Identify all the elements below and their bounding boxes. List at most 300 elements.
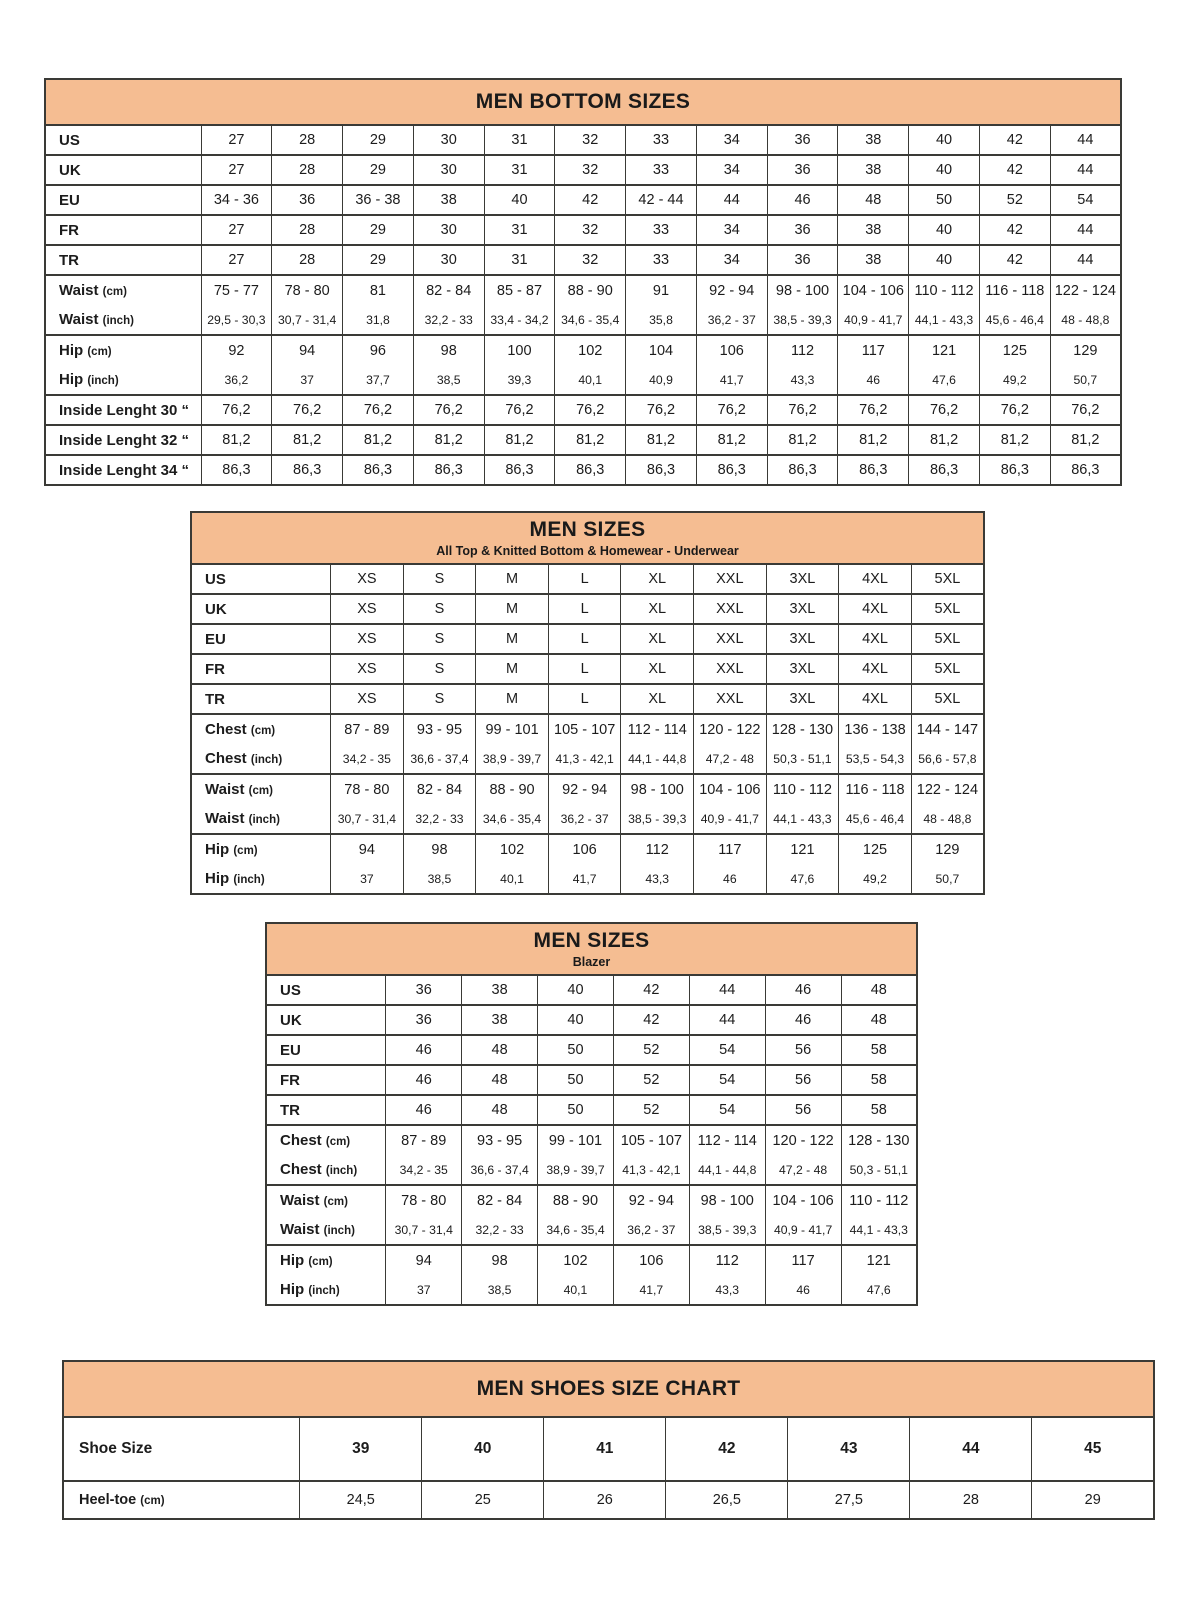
table-row bbox=[266, 1275, 917, 1305]
value-cell: 41,3 - 42,1 bbox=[613, 1155, 689, 1185]
value-cell: 40 bbox=[909, 245, 980, 275]
value-cell: 52 bbox=[613, 1095, 689, 1125]
value-cell: 3XL bbox=[766, 594, 839, 624]
value-cell: XXL bbox=[694, 624, 767, 654]
value-cell: 104 - 106 bbox=[838, 275, 909, 305]
value-cell: 41,7 bbox=[613, 1275, 689, 1305]
value-cell: 110 - 112 bbox=[766, 774, 839, 804]
value-cell: XS bbox=[331, 624, 404, 654]
value-cell: 35,8 bbox=[626, 305, 697, 335]
value-cell: 48 bbox=[462, 1095, 538, 1125]
row-label-unit: (cm) bbox=[102, 286, 127, 298]
value-cell: 38 bbox=[462, 975, 538, 1005]
row-label-unit: (inch) bbox=[102, 315, 134, 327]
value-cell: 53,5 - 54,3 bbox=[839, 744, 912, 774]
value-cell: 5XL bbox=[911, 564, 984, 594]
value-cell: 41,7 bbox=[696, 365, 767, 395]
value-cell: 45 bbox=[1032, 1417, 1154, 1481]
value-cell: S bbox=[403, 594, 476, 624]
row-label-text: Hip bbox=[280, 1281, 305, 1298]
value-cell: 81,2 bbox=[484, 425, 555, 455]
value-cell: L bbox=[548, 684, 621, 714]
value-cell: 54 bbox=[689, 1095, 765, 1125]
value-cell: 36,2 - 37 bbox=[696, 305, 767, 335]
table-row bbox=[45, 275, 1121, 305]
value-cell: 44 bbox=[910, 1417, 1032, 1481]
row-label bbox=[191, 804, 331, 834]
value-cell: XXL bbox=[694, 564, 767, 594]
row-label bbox=[191, 864, 331, 894]
row-label-text: Chest bbox=[205, 721, 247, 738]
value-cell: 28 bbox=[272, 125, 343, 155]
value-cell: 40 bbox=[484, 185, 555, 215]
table-row bbox=[191, 564, 984, 594]
value-cell: 46 bbox=[767, 185, 838, 215]
value-cell: 47,6 bbox=[841, 1275, 917, 1305]
value-cell: 125 bbox=[839, 834, 912, 864]
value-cell: 27 bbox=[201, 125, 272, 155]
value-cell: 47,6 bbox=[909, 365, 980, 395]
value-cell: 46 bbox=[386, 1035, 462, 1065]
table-row bbox=[45, 215, 1121, 245]
row-label bbox=[63, 1481, 300, 1519]
table-header bbox=[266, 923, 917, 975]
value-cell: 81,2 bbox=[626, 425, 697, 455]
value-cell: 104 - 106 bbox=[694, 774, 767, 804]
value-cell: 36 bbox=[386, 1005, 462, 1035]
value-cell: 36 bbox=[767, 245, 838, 275]
value-cell: 86,3 bbox=[555, 455, 626, 485]
row-label-text: Hip bbox=[205, 841, 230, 858]
value-cell: 42 bbox=[979, 155, 1050, 185]
value-cell: 34,6 - 35,4 bbox=[555, 305, 626, 335]
table-row bbox=[63, 1417, 1154, 1481]
value-cell: 128 - 130 bbox=[841, 1125, 917, 1155]
value-cell: 40,1 bbox=[538, 1275, 614, 1305]
value-cell: 81,2 bbox=[413, 425, 484, 455]
value-cell: 36,2 - 37 bbox=[613, 1215, 689, 1245]
value-cell: 37 bbox=[331, 864, 404, 894]
value-cell: 29 bbox=[343, 245, 414, 275]
value-cell: 38 bbox=[462, 1005, 538, 1035]
table-row bbox=[266, 1095, 917, 1125]
value-cell: 128 - 130 bbox=[766, 714, 839, 744]
row-label bbox=[266, 1275, 386, 1305]
value-cell: 49,2 bbox=[839, 864, 912, 894]
value-cell: 38,5 - 39,3 bbox=[621, 804, 694, 834]
value-cell: 56 bbox=[765, 1095, 841, 1125]
value-cell: M bbox=[476, 624, 549, 654]
row-label bbox=[191, 624, 331, 654]
table-row bbox=[266, 975, 917, 1005]
value-cell: 121 bbox=[841, 1245, 917, 1275]
value-cell: 38,9 - 39,7 bbox=[476, 744, 549, 774]
table-row bbox=[45, 245, 1121, 275]
value-cell: 112 - 114 bbox=[689, 1125, 765, 1155]
value-cell: 32,2 - 33 bbox=[413, 305, 484, 335]
table-row bbox=[63, 1481, 1154, 1519]
value-cell: 105 - 107 bbox=[613, 1125, 689, 1155]
row-label-unit: (cm) bbox=[323, 1196, 348, 1208]
value-cell: 75 - 77 bbox=[201, 275, 272, 305]
value-cell: 38,5 - 39,3 bbox=[689, 1215, 765, 1245]
value-cell: 86,3 bbox=[838, 455, 909, 485]
table-header bbox=[191, 512, 984, 564]
value-cell: 76,2 bbox=[838, 395, 909, 425]
value-cell: XS bbox=[331, 594, 404, 624]
value-cell: 76,2 bbox=[413, 395, 484, 425]
value-cell: 32 bbox=[555, 215, 626, 245]
value-cell: 48 - 48,8 bbox=[911, 804, 984, 834]
row-label-text: TR bbox=[280, 1101, 300, 1119]
value-cell: 50 bbox=[538, 1095, 614, 1125]
value-cell: 38 bbox=[838, 155, 909, 185]
row-label-text: Waist bbox=[280, 1221, 320, 1238]
row-label-text: Chest bbox=[280, 1161, 322, 1178]
table-title: MEN SIZES bbox=[533, 929, 650, 952]
value-cell: 5XL bbox=[911, 594, 984, 624]
table-row bbox=[45, 185, 1121, 215]
row-label-text: US bbox=[59, 131, 80, 149]
value-cell: 27 bbox=[201, 215, 272, 245]
value-cell: 52 bbox=[979, 185, 1050, 215]
value-cell: 93 - 95 bbox=[462, 1125, 538, 1155]
table-row bbox=[191, 654, 984, 684]
value-cell: 25 bbox=[422, 1481, 544, 1519]
row-label-text: Inside Lenght 30 “ bbox=[59, 401, 190, 419]
value-cell: L bbox=[548, 624, 621, 654]
value-cell: 44 bbox=[696, 185, 767, 215]
value-cell: 3XL bbox=[766, 624, 839, 654]
row-label-text: Hip bbox=[280, 1252, 305, 1269]
table-row bbox=[191, 834, 984, 864]
value-cell: 117 bbox=[838, 335, 909, 365]
row-label bbox=[266, 1215, 386, 1245]
value-cell: XL bbox=[621, 684, 694, 714]
value-cell: 30 bbox=[413, 245, 484, 275]
value-cell: XL bbox=[621, 564, 694, 594]
value-cell: 42 bbox=[979, 245, 1050, 275]
value-cell: 27 bbox=[201, 245, 272, 275]
value-cell: 58 bbox=[841, 1095, 917, 1125]
value-cell: 86,3 bbox=[413, 455, 484, 485]
value-cell: 117 bbox=[694, 834, 767, 864]
value-cell: 136 - 138 bbox=[839, 714, 912, 744]
value-cell: L bbox=[548, 654, 621, 684]
row-label-text: FR bbox=[205, 660, 225, 678]
value-cell: 44 bbox=[1050, 125, 1121, 155]
row-label-text: Waist bbox=[59, 311, 99, 328]
table-title: MEN BOTTOM SIZES bbox=[475, 90, 691, 113]
value-cell: S bbox=[403, 564, 476, 594]
value-cell: 48 bbox=[462, 1035, 538, 1065]
value-cell: 36,6 - 37,4 bbox=[403, 744, 476, 774]
value-cell: 110 - 112 bbox=[909, 275, 980, 305]
row-label-text: EU bbox=[59, 191, 80, 209]
value-cell: 40,1 bbox=[476, 864, 549, 894]
value-cell: 50,7 bbox=[911, 864, 984, 894]
row-label-text: Inside Lenght 32 “ bbox=[59, 431, 190, 449]
row-label-unit: (inch) bbox=[325, 1165, 358, 1177]
value-cell: 81,2 bbox=[272, 425, 343, 455]
value-cell: 86,3 bbox=[1050, 455, 1121, 485]
value-cell: 4XL bbox=[839, 564, 912, 594]
value-cell: 94 bbox=[272, 335, 343, 365]
table-row bbox=[191, 714, 984, 744]
value-cell: 32 bbox=[555, 125, 626, 155]
value-cell: 116 - 118 bbox=[979, 275, 1050, 305]
value-cell: 48 bbox=[841, 1005, 917, 1035]
table-row bbox=[191, 744, 984, 774]
value-cell: M bbox=[476, 684, 549, 714]
row-label bbox=[191, 744, 331, 774]
row-label-text: Shoe Size bbox=[79, 1440, 153, 1457]
value-cell: 47,2 - 48 bbox=[765, 1155, 841, 1185]
value-cell: 30,7 - 31,4 bbox=[272, 305, 343, 335]
value-cell: 31 bbox=[484, 125, 555, 155]
value-cell: 88 - 90 bbox=[476, 774, 549, 804]
value-cell: XL bbox=[621, 624, 694, 654]
row-label-unit: (inch) bbox=[250, 754, 283, 766]
table-row bbox=[45, 305, 1121, 335]
table-row bbox=[266, 1125, 917, 1155]
value-cell: 44,1 - 44,8 bbox=[621, 744, 694, 774]
value-cell: XS bbox=[331, 684, 404, 714]
row-label-text: UK bbox=[280, 1011, 302, 1029]
row-label bbox=[45, 125, 201, 155]
row-label-text: EU bbox=[205, 630, 226, 648]
row-label bbox=[45, 215, 201, 245]
value-cell: 28 bbox=[272, 245, 343, 275]
value-cell: 41,3 - 42,1 bbox=[548, 744, 621, 774]
value-cell: 102 bbox=[538, 1245, 614, 1275]
value-cell: 31 bbox=[484, 155, 555, 185]
value-cell: 40 bbox=[538, 1005, 614, 1035]
value-cell: 98 - 100 bbox=[767, 275, 838, 305]
value-cell: 42 bbox=[613, 1005, 689, 1035]
value-cell: 32 bbox=[555, 155, 626, 185]
value-cell: 33 bbox=[626, 215, 697, 245]
table-row bbox=[191, 684, 984, 714]
value-cell: XXL bbox=[694, 684, 767, 714]
row-label-text: US bbox=[205, 570, 226, 588]
row-label bbox=[45, 455, 201, 485]
value-cell: 54 bbox=[689, 1035, 765, 1065]
value-cell: 86,3 bbox=[979, 455, 1050, 485]
value-cell: 3XL bbox=[766, 564, 839, 594]
value-cell: 86,3 bbox=[696, 455, 767, 485]
row-label bbox=[266, 1125, 386, 1155]
value-cell: 106 bbox=[548, 834, 621, 864]
value-cell: 81,2 bbox=[555, 425, 626, 455]
value-cell: 36,2 - 37 bbox=[548, 804, 621, 834]
value-cell: 40,1 bbox=[555, 365, 626, 395]
value-cell: 81,2 bbox=[838, 425, 909, 455]
value-cell: 104 bbox=[626, 335, 697, 365]
table-title: MEN SHOES SIZE CHART bbox=[476, 1377, 741, 1400]
value-cell: 44,1 - 43,3 bbox=[909, 305, 980, 335]
value-cell: 56,6 - 57,8 bbox=[911, 744, 984, 774]
value-cell: M bbox=[476, 654, 549, 684]
value-cell: 40,9 - 41,7 bbox=[838, 305, 909, 335]
value-cell: 52 bbox=[613, 1035, 689, 1065]
value-cell: 36 bbox=[272, 185, 343, 215]
value-cell: 125 bbox=[979, 335, 1050, 365]
value-cell: XXL bbox=[694, 654, 767, 684]
value-cell: 34,2 - 35 bbox=[331, 744, 404, 774]
table-men-sizes-top bbox=[190, 511, 985, 895]
value-cell: 43,3 bbox=[767, 365, 838, 395]
row-label bbox=[191, 684, 331, 714]
table-row bbox=[191, 594, 984, 624]
value-cell: 40 bbox=[909, 125, 980, 155]
value-cell: 50 bbox=[538, 1035, 614, 1065]
value-cell: 129 bbox=[1050, 335, 1121, 365]
value-cell: 29,5 - 30,3 bbox=[201, 305, 272, 335]
table-row bbox=[45, 155, 1121, 185]
value-cell: 36 bbox=[386, 975, 462, 1005]
value-cell: 31,8 bbox=[343, 305, 414, 335]
value-cell: 29 bbox=[1032, 1481, 1154, 1519]
row-label-text: US bbox=[280, 981, 301, 999]
value-cell: 38 bbox=[838, 125, 909, 155]
table-row bbox=[45, 125, 1121, 155]
table-row bbox=[266, 1065, 917, 1095]
value-cell: 46 bbox=[694, 864, 767, 894]
value-cell: 36 bbox=[767, 155, 838, 185]
row-label-text: Waist bbox=[205, 810, 245, 827]
value-cell: 48 bbox=[838, 185, 909, 215]
value-cell: 40,9 - 41,7 bbox=[694, 804, 767, 834]
value-cell: 78 - 80 bbox=[386, 1185, 462, 1215]
value-cell: 54 bbox=[689, 1065, 765, 1095]
value-cell: 86,3 bbox=[272, 455, 343, 485]
value-cell: 129 bbox=[911, 834, 984, 864]
value-cell: 102 bbox=[476, 834, 549, 864]
value-cell: 116 - 118 bbox=[839, 774, 912, 804]
row-label bbox=[45, 155, 201, 185]
value-cell: 28 bbox=[910, 1481, 1032, 1519]
value-cell: 46 bbox=[386, 1095, 462, 1125]
value-cell: 85 - 87 bbox=[484, 275, 555, 305]
value-cell: 27 bbox=[201, 155, 272, 185]
value-cell: 88 - 90 bbox=[555, 275, 626, 305]
value-cell: 92 - 94 bbox=[696, 275, 767, 305]
value-cell: 76,2 bbox=[979, 395, 1050, 425]
value-cell: XL bbox=[621, 594, 694, 624]
value-cell: 44 bbox=[1050, 245, 1121, 275]
value-cell: 98 bbox=[462, 1245, 538, 1275]
row-label-text: Waist bbox=[59, 282, 99, 299]
value-cell: S bbox=[403, 624, 476, 654]
row-label-text: TR bbox=[205, 690, 225, 708]
value-cell: 46 bbox=[765, 1005, 841, 1035]
value-cell: 92 - 94 bbox=[613, 1185, 689, 1215]
value-cell: 42 bbox=[613, 975, 689, 1005]
value-cell: 26 bbox=[544, 1481, 666, 1519]
value-cell: 58 bbox=[841, 1035, 917, 1065]
row-label-unit: (cm) bbox=[325, 1136, 351, 1148]
value-cell: L bbox=[548, 564, 621, 594]
row-label-text: Hip bbox=[59, 342, 84, 359]
value-cell: 40 bbox=[909, 215, 980, 245]
table-row bbox=[266, 1035, 917, 1065]
row-label-text: UK bbox=[59, 161, 81, 179]
value-cell: 3XL bbox=[766, 684, 839, 714]
value-cell: 52 bbox=[613, 1065, 689, 1095]
value-cell: 121 bbox=[766, 834, 839, 864]
value-cell: 86,3 bbox=[626, 455, 697, 485]
value-cell: 4XL bbox=[839, 624, 912, 654]
value-cell: 48 - 48,8 bbox=[1050, 305, 1121, 335]
value-cell: 82 - 84 bbox=[462, 1185, 538, 1215]
row-label-unit: (cm) bbox=[140, 1495, 165, 1507]
row-label-unit: (cm) bbox=[308, 1256, 333, 1268]
row-label bbox=[45, 365, 201, 395]
value-cell: 120 - 122 bbox=[694, 714, 767, 744]
value-cell: 81,2 bbox=[979, 425, 1050, 455]
table-subtitle: All Top & Knitted Bottom & Homewear - Underwear bbox=[436, 544, 739, 558]
row-label-text: EU bbox=[280, 1041, 301, 1059]
value-cell: 44,1 - 43,3 bbox=[841, 1215, 917, 1245]
value-cell: 94 bbox=[386, 1245, 462, 1275]
row-label bbox=[266, 1065, 386, 1095]
value-cell: 86,3 bbox=[201, 455, 272, 485]
value-cell: 104 - 106 bbox=[765, 1185, 841, 1215]
value-cell: 50,3 - 51,1 bbox=[841, 1155, 917, 1185]
value-cell: 92 bbox=[201, 335, 272, 365]
value-cell: 76,2 bbox=[696, 395, 767, 425]
value-cell: 76,2 bbox=[484, 395, 555, 425]
value-cell: 81,2 bbox=[767, 425, 838, 455]
table-men-bottom-sizes bbox=[44, 78, 1122, 486]
value-cell: 122 - 124 bbox=[911, 774, 984, 804]
value-cell: 86,3 bbox=[767, 455, 838, 485]
row-label bbox=[191, 714, 331, 744]
row-label-text: Inside Lenght 34 “ bbox=[59, 461, 190, 479]
value-cell: 50,7 bbox=[1050, 365, 1121, 395]
value-cell: 81,2 bbox=[909, 425, 980, 455]
table-men-shoes-size-chart bbox=[62, 1360, 1155, 1520]
row-label-unit: (inch) bbox=[323, 1225, 355, 1237]
table-title: MEN SIZES bbox=[529, 518, 646, 541]
value-cell: 29 bbox=[343, 155, 414, 185]
value-cell: 117 bbox=[765, 1245, 841, 1275]
value-cell: 112 bbox=[767, 335, 838, 365]
value-cell: 34 - 36 bbox=[201, 185, 272, 215]
value-cell: 54 bbox=[1050, 185, 1121, 215]
value-cell: 99 - 101 bbox=[538, 1125, 614, 1155]
row-label bbox=[266, 1245, 386, 1275]
value-cell: 93 - 95 bbox=[403, 714, 476, 744]
row-label-unit: (cm) bbox=[248, 785, 273, 797]
value-cell: 42 bbox=[555, 185, 626, 215]
value-cell: 44 bbox=[1050, 155, 1121, 185]
value-cell: 38,5 bbox=[462, 1275, 538, 1305]
value-cell: L bbox=[548, 594, 621, 624]
row-label-unit: (cm) bbox=[250, 725, 276, 737]
row-label bbox=[45, 245, 201, 275]
value-cell: 42 bbox=[979, 125, 1050, 155]
value-cell: 58 bbox=[841, 1065, 917, 1095]
row-label-unit: (cm) bbox=[233, 845, 258, 857]
value-cell: 76,2 bbox=[555, 395, 626, 425]
value-cell: 40 bbox=[538, 975, 614, 1005]
row-label bbox=[45, 425, 201, 455]
value-cell: 34,6 - 35,4 bbox=[538, 1215, 614, 1245]
value-cell: 33 bbox=[626, 125, 697, 155]
table-row bbox=[266, 1155, 917, 1185]
